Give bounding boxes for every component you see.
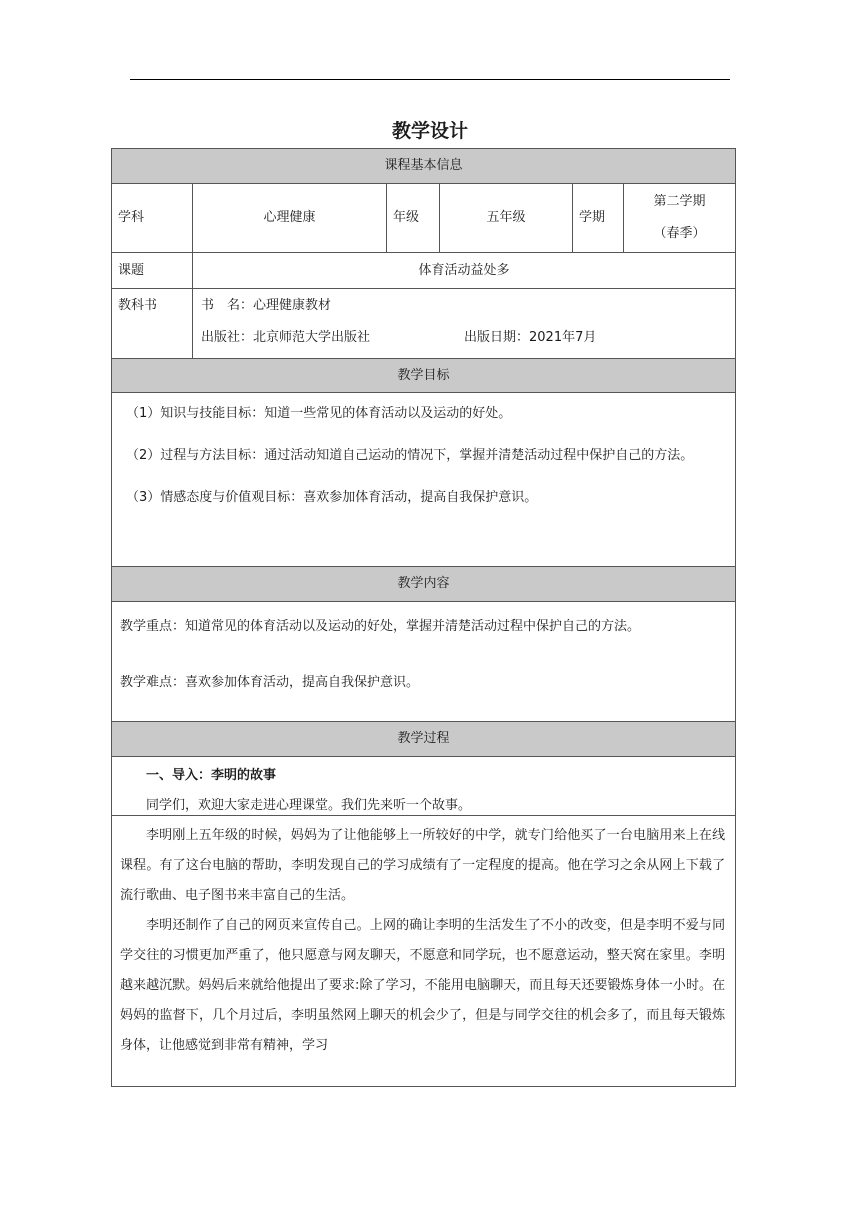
header-rule	[130, 79, 730, 80]
subject-label: 学科	[112, 184, 193, 253]
subject-value: 心理健康	[193, 184, 387, 253]
semester-value-line2: （春季）	[653, 226, 706, 241]
objectives-body	[112, 393, 736, 567]
textbook-info	[193, 289, 736, 359]
document-title: 教学设计	[391, 120, 468, 142]
publisher-line	[201, 329, 729, 347]
semester-label: 学期	[573, 184, 624, 253]
objective-item: （3）情感态度与价值观目标：喜欢参加体育活动，提高自我保护意识。	[126, 490, 538, 505]
content-body	[112, 602, 736, 722]
lesson-plan-table-frame	[111, 148, 735, 1053]
grade-value: 五年级	[440, 184, 573, 253]
publish-date: 出版日期：2021年7月	[464, 330, 597, 345]
topic-value: 体育活动益处多	[193, 253, 736, 289]
difficulty-point: 教学难点：喜欢参加体育活动，提高自我保护意识。	[120, 675, 420, 690]
textbook-label: 教科书	[112, 289, 193, 359]
process-body	[112, 757, 736, 1087]
topic-label: 课题	[112, 253, 193, 289]
semester-value-line1: 第二学期	[653, 194, 706, 209]
process-header: 教学过程	[112, 722, 736, 757]
grade-label: 年级	[387, 184, 440, 253]
basic-info-header: 课程基本信息	[112, 149, 736, 184]
lesson-plan-table	[111, 148, 736, 1087]
content-header: 教学内容	[112, 567, 736, 602]
process-paragraph: 同学们，欢迎大家走进心理课堂。我们先来听一个故事。	[146, 798, 472, 813]
semester-value	[624, 184, 736, 253]
objectives-header: 教学目标	[112, 359, 736, 393]
objective-item: （2）过程与方法目标：通过活动知道自己运动的情况下，掌握并清楚活动过程中保护自己的方法。	[126, 448, 694, 463]
key-point: 教学重点：知道常见的体育活动以及运动的好处，掌握并清楚活动过程中保护自己的方法。	[120, 619, 641, 634]
process-paragraph: 李明还制作了自己的网页来宣传自己。上网的确让李明的生活发生了不小的改变，但是李明不爱与同学交往的习惯更加严重了，他只愿意与网友聊天，不愿意和同学玩，也不愿意运动，整天窝在家里。李明越来越沉默。妈妈后来就给他提出了要求:除了学习，不能用电脑聊天，而且每天还要锻炼身体一小时。在妈妈的监督下，几个月过后，李明虽然网上聊天的机会少了，但是与同学交往的机会多了，而且每天锻炼身体，让他感觉到非常有精神，学习	[120, 918, 726, 1053]
book-name: 书 名：心理健康教材	[201, 298, 332, 313]
publisher: 出版社：北京师范大学出版社	[201, 330, 371, 345]
objective-item: （1）知识与技能目标：知道一些常见的体育活动以及运动的好处。	[126, 406, 512, 421]
process-paragraph: 李明刚上五年级的时候，妈妈为了让他能够上一所较好的中学，就专门给他买了一台电脑用来上在线课程。有了这台电脑的帮助，李明发现自己的学习成绩有了一定程度的提高。他在学习之余从网上下载了流行歌曲、电子图书来丰富自己的生活。	[120, 828, 726, 903]
process-section-heading: 一、导入：李明的故事	[146, 768, 277, 783]
